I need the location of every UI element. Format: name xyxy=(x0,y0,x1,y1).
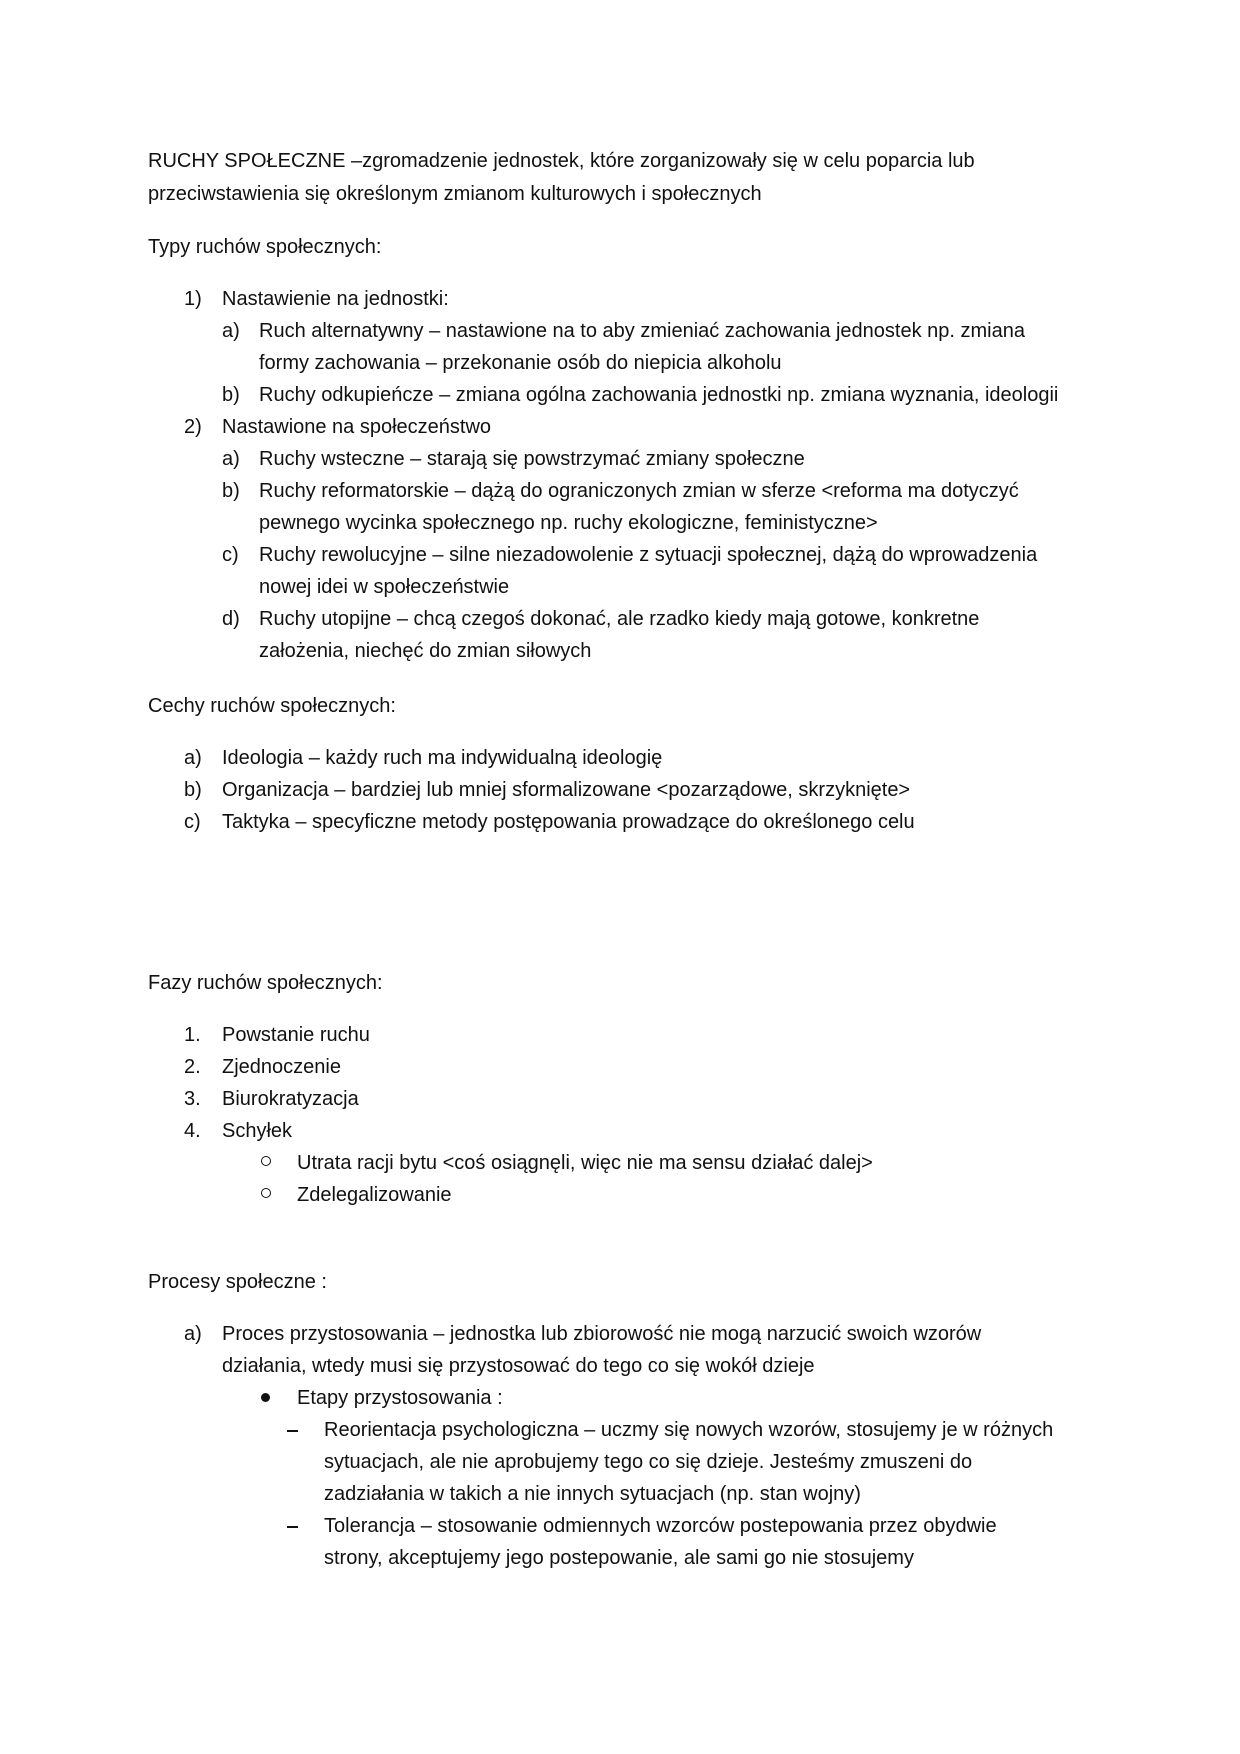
list-marker: 4. xyxy=(184,1120,201,1142)
list-marker: 3. xyxy=(184,1088,201,1110)
list-item: Nastawione na społeczeństwo xyxy=(222,416,492,438)
list-item: Biurokratyzacja xyxy=(222,1088,359,1110)
list-marker: 1) xyxy=(184,288,202,310)
list-marker: b) xyxy=(222,480,240,502)
list-item-continuation: formy zachowania – przekonanie osób do niepicia alkoholu xyxy=(259,352,782,374)
list-item: Ruchy reformatorskie – dążą do ograniczonych zmian w sferze <reforma ma dotyczyć xyxy=(259,480,1019,502)
list-item-continuation: pewnego wycinka społecznego np. ruchy ekologiczne, feministyczne> xyxy=(259,512,878,534)
list-item: Organizacja – bardziej lub mniej sformalizowane <pozarządowe, skrzyknięte> xyxy=(222,779,911,801)
list-item: Ruchy wsteczne – starają się powstrzymać zmiany społeczne xyxy=(259,448,805,470)
list-marker: 1. xyxy=(184,1024,201,1046)
list-item: Ideologia – każdy ruch ma indywidualną ideologię xyxy=(222,747,663,769)
sub-sub-list-item-continuation: sytuacjach, ale nie aprobujemy tego co się dzieje. Jesteśmy zmuszeni do xyxy=(324,1451,973,1473)
list-item: Schyłek xyxy=(222,1120,293,1142)
list-item: Ruchy odkupieńcze – zmiana ogólna zachowania jednostki np. zmiana wyznania, ideologii xyxy=(259,384,1059,406)
sub-list-item: Utrata racji bytu <coś osiągnęli, więc nie ma sensu działać dalej> xyxy=(297,1152,873,1174)
sub-sub-list-item-continuation: zadziałania w takich a nie innych sytuacjach (np. stan wojny) xyxy=(324,1483,861,1505)
list-item: Ruchy utopijne – chcą czegoś dokonać, ale rzadko kiedy mają gotowe, konkretne xyxy=(259,608,980,630)
list-item-continuation: nowej idei w społeczeństwie xyxy=(259,576,510,598)
sub-list-item: Zdelegalizowanie xyxy=(297,1184,452,1206)
list-marker: b) xyxy=(184,779,202,801)
sub-sub-list-item-continuation: strony, akceptujemy jego postepowanie, ale sami go nie stosujemy xyxy=(324,1547,914,1569)
list-marker: a) xyxy=(222,448,240,470)
list-item-continuation: założenia, niechęć do zmian siłowych xyxy=(259,640,592,662)
sub-list-item: Etapy przystosowania : xyxy=(297,1387,503,1409)
list-item-continuation: działania, wtedy musi się przystosować do tego co się wokół dzieje xyxy=(222,1355,815,1377)
circle-bullet-icon xyxy=(261,1188,271,1198)
list-marker: c) xyxy=(184,811,201,833)
circle-bullet-icon xyxy=(261,1156,271,1166)
list-item: Powstanie ruchu xyxy=(222,1024,370,1046)
phases-heading: Fazy ruchów społecznych: xyxy=(148,972,383,994)
processes-heading: Procesy społeczne : xyxy=(148,1271,327,1293)
list-item: Zjednoczenie xyxy=(222,1056,341,1078)
list-marker: b) xyxy=(222,384,240,406)
list-marker: d) xyxy=(222,608,240,630)
list-marker: a) xyxy=(222,320,240,342)
list-marker: a) xyxy=(184,1323,202,1345)
list-item: Ruchy rewolucyjne – silne niezadowolenie z sytuacji społecznej, dążą do wprowadzenia xyxy=(259,544,1038,566)
list-item: Taktyka – specyficzne metody postępowania prowadzące do określonego celu xyxy=(222,811,915,833)
list-marker: c) xyxy=(222,544,239,566)
bullet-icon xyxy=(261,1393,270,1402)
definition-line-1: RUCHY SPOŁECZNE –zgromadzenie jednostek, które zorganizowały się w celu poparcia lub xyxy=(148,150,975,172)
dash-bullet-icon xyxy=(287,1526,298,1528)
definition-line-2: przeciwstawienia się określonym zmianom kulturowych i społecznych xyxy=(148,183,762,205)
dash-bullet-icon xyxy=(287,1430,298,1432)
list-item: Ruch alternatywny – nastawione na to aby zmieniać zachowania jednostek np. zmiana xyxy=(259,320,1025,342)
features-heading: Cechy ruchów społecznych: xyxy=(148,695,396,717)
list-marker: a) xyxy=(184,747,202,769)
list-marker: 2. xyxy=(184,1056,201,1078)
list-item: Proces przystosowania – jednostka lub zbiorowość nie mogą narzucić swoich wzorów xyxy=(222,1323,982,1345)
sub-sub-list-item: Reorientacja psychologiczna – uczmy się nowych wzorów, stosujemy je w różnych xyxy=(324,1419,1054,1441)
list-marker: 2) xyxy=(184,416,202,438)
sub-sub-list-item: Tolerancja – stosowanie odmiennych wzorców postepowania przez obydwie xyxy=(324,1515,997,1537)
types-heading: Typy ruchów społecznych: xyxy=(148,236,382,258)
list-item: Nastawienie na jednostki: xyxy=(222,288,449,310)
